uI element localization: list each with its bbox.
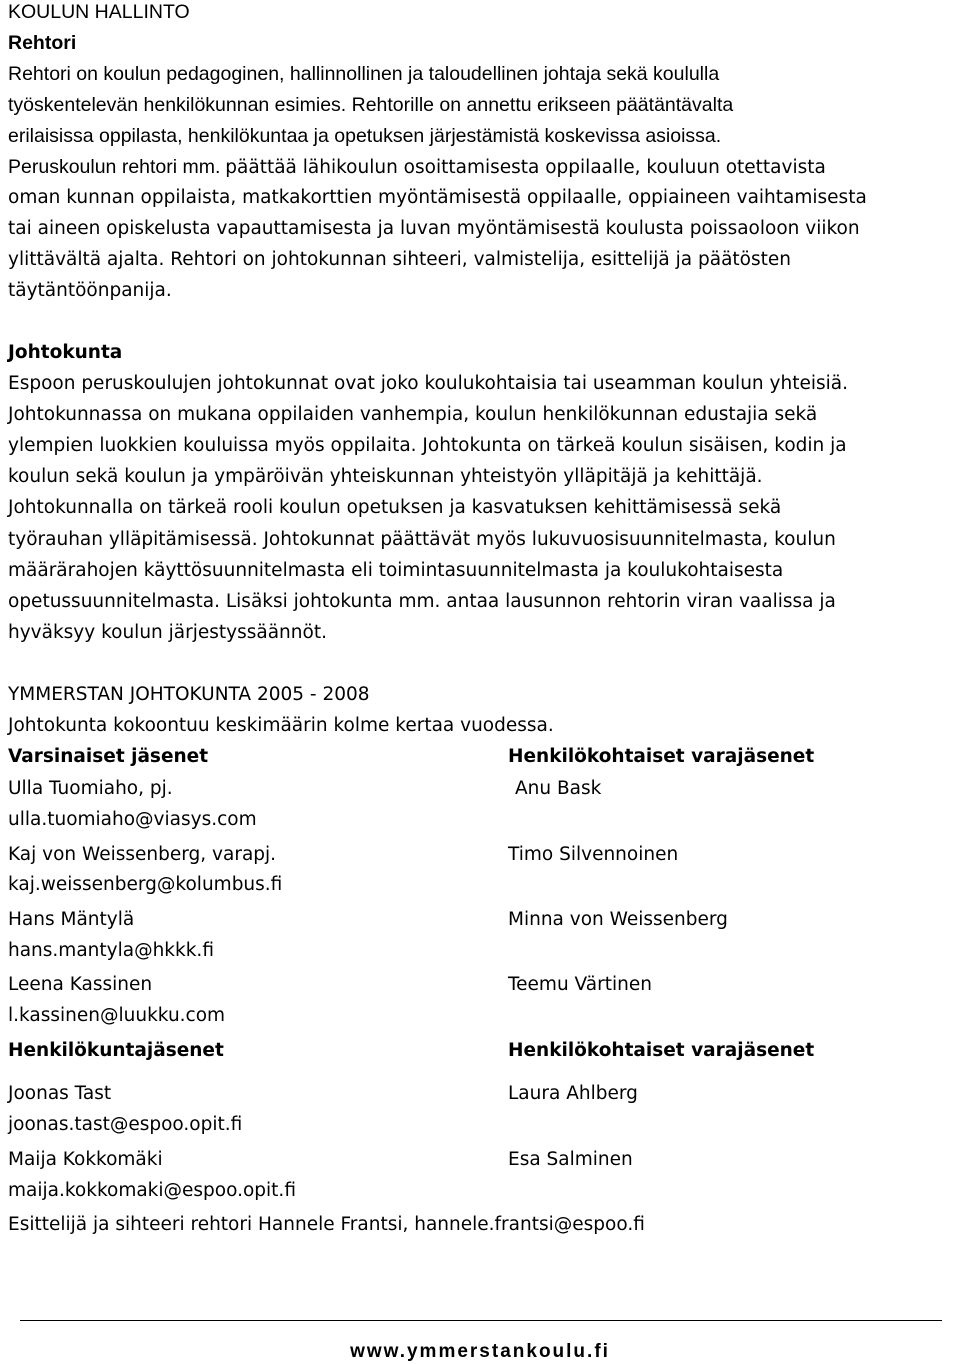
rehtori-line-6: tai aineen opiskelusta vapauttamisesta ja luvan myöntämisestä koulusta poissaoloon viikon xyxy=(8,218,860,239)
member-name: Ulla Tuomiaho, pj. xyxy=(8,778,173,799)
ymmerstan-heading: YMMERSTAN JOHTOKUNTA 2005 - 2008 xyxy=(8,684,370,705)
johtokunta-line-6: työrauhan ylläpitämisessä. Johtokunnat päättävät myös lukuvuosisuunnitelmasta, koulun xyxy=(8,529,836,550)
staff-email[interactable]: maija.kokkomaki@espoo.opit.fi xyxy=(8,1180,296,1201)
members-heading: Varsinaiset jäsenet xyxy=(8,746,209,767)
deputy-name: Anu Bask xyxy=(515,778,602,799)
deputy-name: Teemu Värtinen xyxy=(508,974,652,995)
member-email[interactable]: kaj.weissenberg@kolumbus.fi xyxy=(8,874,283,895)
rehtori-line-8: täytäntöönpanija. xyxy=(8,280,172,301)
staff-name: Maija Kokkomäki xyxy=(8,1149,163,1170)
johtokunta-line-2: Johtokunnassa on mukana oppilaiden vanhempia, koulun henkilökunnan edustajia sekä xyxy=(8,404,818,425)
johtokunta-line-5: Johtokunnalla on tärkeä rooli koulun opetuksen ja kasvatuksen kehittämisessä sekä xyxy=(8,497,782,518)
rehtori-line-4-end: päättää lähikoulun osoittamisesta oppilaalle, kouluun otettavista xyxy=(225,157,826,178)
staff-name: Joonas Tast xyxy=(8,1083,112,1104)
deputies-heading: Henkilökohtaiset varajäsenet xyxy=(508,746,815,767)
staff-deputies-heading: Henkilökohtaiset varajäsenet xyxy=(508,1040,815,1061)
staff-email[interactable]: joonas.tast@espoo.opit.fi xyxy=(8,1114,243,1135)
johtokunta-line-3: ylempien luokkien kouluissa myös oppilaita. Johtokunta on tärkeä koulun sisäisen, kodin ja xyxy=(8,435,847,456)
rehtori-line-4 xyxy=(8,155,826,180)
rehtori-line-3: erilaisissa oppilasta, henkilökuntaa ja opetuksen järjestämistä koskevissa asioissa. xyxy=(8,125,722,147)
johtokunta-line-1: Espoon peruskoulujen johtokunnat ovat joko koulukohtaisia tai useamman koulun yhteisiä. xyxy=(8,373,848,394)
staff-deputy-name: Esa Salminen xyxy=(508,1149,633,1170)
member-name: Hans Mäntylä xyxy=(8,909,135,930)
member-email[interactable]: ulla.tuomiaho@viasys.com xyxy=(8,809,257,830)
staff-heading: Henkilökuntajäsenet xyxy=(8,1040,224,1061)
johtokunta-line-8: opetussuunnitelmasta. Lisäksi johtokunta mm. antaa lausunnon rehtorin viran vaalissa ja xyxy=(8,591,836,612)
rehtori-line-2: työskentelevän henkilökunnan esimies. Rehtorille on annettu erikseen päätäntävalta xyxy=(8,94,734,116)
rehtori-line-7: ylittävältä ajalta. Rehtori on johtokunnan sihteeri, valmistelija, esittelijä ja päätösten xyxy=(8,249,791,270)
johtokunta-line-9: hyväksyy koulun järjestyssäännöt. xyxy=(8,622,327,643)
johtokunta-heading: Johtokunta xyxy=(8,342,123,363)
member-name: Kaj von Weissenberg, varapj. xyxy=(8,844,277,865)
deputy-name: Minna von Weissenberg xyxy=(508,909,728,930)
secretary-line: Esittelijä ja sihteeri rehtori Hannele Frantsi, hannele.frantsi@espoo.fi xyxy=(8,1214,645,1235)
ymmerstan-intro: Johtokunta kokoontuu keskimäärin kolme kertaa vuodessa. xyxy=(8,715,554,736)
page-title: KOULUN HALLINTO xyxy=(8,1,190,23)
member-name: Leena Kassinen xyxy=(8,974,153,995)
footer-url[interactable]: www.ymmerstankoulu.fi xyxy=(350,1341,610,1362)
johtokunta-line-7: määrärahojen käyttösuunnitelmasta eli toimintasuunnitelmasta ja koulukohtaisesta xyxy=(8,560,784,581)
footer-divider xyxy=(20,1320,942,1321)
member-email[interactable]: hans.mantyla@hkkk.fi xyxy=(8,940,214,961)
rehtori-line-4-start: Peruskoulun rehtori mm. xyxy=(8,156,221,178)
staff-deputy-name: Laura Ahlberg xyxy=(508,1083,638,1104)
member-email[interactable]: l.kassinen@luukku.com xyxy=(8,1005,226,1026)
deputy-name: Timo Silvennoinen xyxy=(508,844,679,865)
johtokunta-line-4: koulun sekä koulun ja ympäröivän yhteiskunnan yhteistyön ylläpitäjä ja kehittäjä. xyxy=(8,466,763,487)
rehtori-line-1: Rehtori on koulun pedagoginen, hallinnollinen ja taloudellinen johtaja sekä koululla xyxy=(8,63,720,85)
rehtori-heading: Rehtori xyxy=(8,32,77,54)
rehtori-line-5: oman kunnan oppilaista, matkakorttien myöntämisestä oppilaalle, oppiaineen vaihtamisesta xyxy=(8,187,867,208)
